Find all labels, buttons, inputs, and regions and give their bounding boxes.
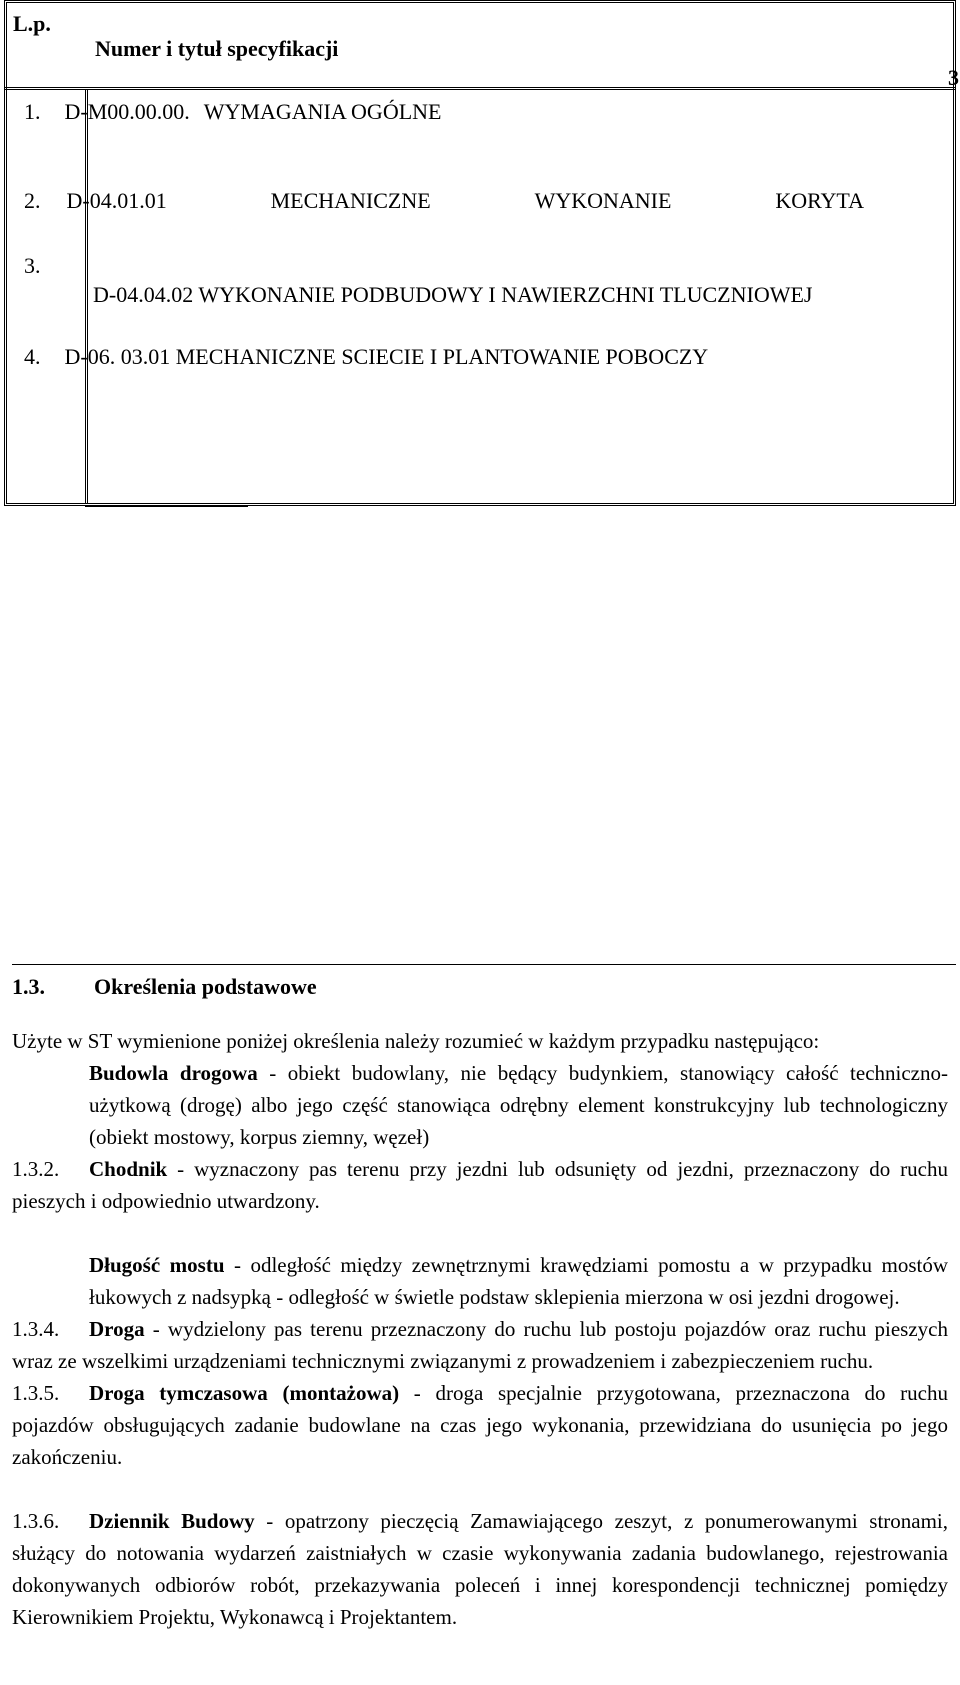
definition-number <box>12 1057 89 1089</box>
table-tail-rule <box>85 505 248 507</box>
definition-1-3-6 <box>12 1505 948 1633</box>
definition-number: 1.3.6. <box>12 1509 60 1533</box>
definition-term: Droga <box>89 1317 145 1341</box>
definition-term: Długość mostu <box>89 1253 225 1277</box>
definitions-body <box>12 1025 948 1633</box>
definition-text: - obiekt budowlany, nie będący budynkiem, stanowiący całość techniczno-użytkową (drogę) albo jego część stanowiąca odrębny element konstrukcyjny lub technologiczny (obiekt mostowy, korpus ziemny, węzeł) <box>89 1061 948 1149</box>
definition-text: - wyznaczony pas terenu przy jezdni lub odsunięty od jezdni, przeznaczony do ruchu pieszych i odpowiednio utwardzony. <box>12 1157 948 1213</box>
definition-text: - odległość między zewnętrznymi krawędziami pomostu a w przypadku mostów łukowych z nadsypką - odległość w świetle podstaw sklepienia mierzona w osi jezdni drogowej. <box>89 1253 948 1309</box>
spec-code: D-04.04.02 <box>93 282 194 307</box>
section-number: 1.3. <box>12 974 45 999</box>
definition-1-3-2 <box>12 1153 948 1217</box>
spec-code: D-06. 03.01 <box>64 344 171 369</box>
row-number: 1. <box>24 99 41 124</box>
section-intro: Użyte w ST wymienione poniżej określenia należy rozumieć w każdym przypadku następująco: <box>12 1029 820 1053</box>
table-column-rule <box>85 89 88 504</box>
table-row <box>93 284 812 306</box>
table-row <box>24 190 864 212</box>
definition-1-3-3 <box>12 1249 948 1313</box>
section-divider <box>12 964 956 965</box>
row-number: 2. <box>24 188 41 213</box>
definition-1-3-5 <box>12 1377 948 1473</box>
spacer <box>12 1473 948 1505</box>
definition-number: 1.3.5. <box>12 1381 60 1405</box>
definition-term: Chodnik <box>89 1157 168 1181</box>
col-title-header: Numer i tytuł specyfikacji <box>95 36 339 61</box>
section-heading <box>12 974 317 1000</box>
row-number: 3. <box>24 253 41 278</box>
spec-title: MECHANICZNE SCIECIE I PLANTOWANIE POBOCZY <box>175 344 709 369</box>
spec-title: WYKONANIE PODBUDOWY I NAWIERZCHNI TLUCZNIOWEJ <box>198 282 813 307</box>
definition-1-3-4 <box>12 1313 948 1377</box>
spec-title: WYMAGANIA OGÓLNE <box>203 99 442 124</box>
page-number: 3 <box>948 65 959 90</box>
table-header-rule <box>4 87 956 90</box>
definition-text: - opatrzony pieczęcią Zamawiającego zeszyt, z ponumerowanymi stronami, służący do notowania wydarzeń zaistniałych w czasie wykonywania zadania budowlanego, rejestrowania dokonywanych odbiorów robót, przekazywania poleceń i innej korespondencji technicznej pomiędzy Kierownikiem Projektu, Wykonawcą i Projektantem. <box>12 1509 949 1629</box>
col-lp-header: L.p. <box>13 11 51 36</box>
definition-number <box>12 1249 89 1281</box>
definition-term: Budowla drogowa <box>89 1061 258 1085</box>
table-row <box>24 101 441 123</box>
definition-term: Droga tymczasowa (montażowa) <box>89 1381 400 1405</box>
definition-1-3-1 <box>12 1057 948 1153</box>
table-row <box>24 346 708 368</box>
definition-number: 1.3.4. <box>12 1317 60 1341</box>
definition-text: - wydzielony pas terenu przeznaczony do ruchu lub postoju pojazdów oraz ruchu pieszych wraz ze wszelkimi urządzeniami technicznymi związanymi z prowadzeniem i zabezpieczeniem ruchu. <box>12 1317 948 1373</box>
spec-title-word: KORYTA <box>775 188 864 213</box>
section-title: Określenia podstawowe <box>94 974 317 999</box>
spacer <box>12 1217 948 1249</box>
definition-number: 1.3.2. <box>12 1157 60 1181</box>
spec-code: D-04.01.01 <box>66 188 167 213</box>
spec-title-word: WYKONANIE <box>534 188 672 213</box>
definition-text: - droga specjalnie przygotowana, przeznaczona do ruchu pojazdów obsługujących zadanie budowlane na czas jego wykonania, przewidziana do usunięcia po jego zakończeniu. <box>12 1381 948 1469</box>
spec-code: D-M00.00.00. <box>64 99 190 124</box>
row-number: 4. <box>24 344 41 369</box>
definition-term: Dziennik Budowy <box>89 1509 255 1533</box>
spec-title-word: MECHANICZNE <box>270 188 431 213</box>
spec-table-frame <box>4 0 956 506</box>
